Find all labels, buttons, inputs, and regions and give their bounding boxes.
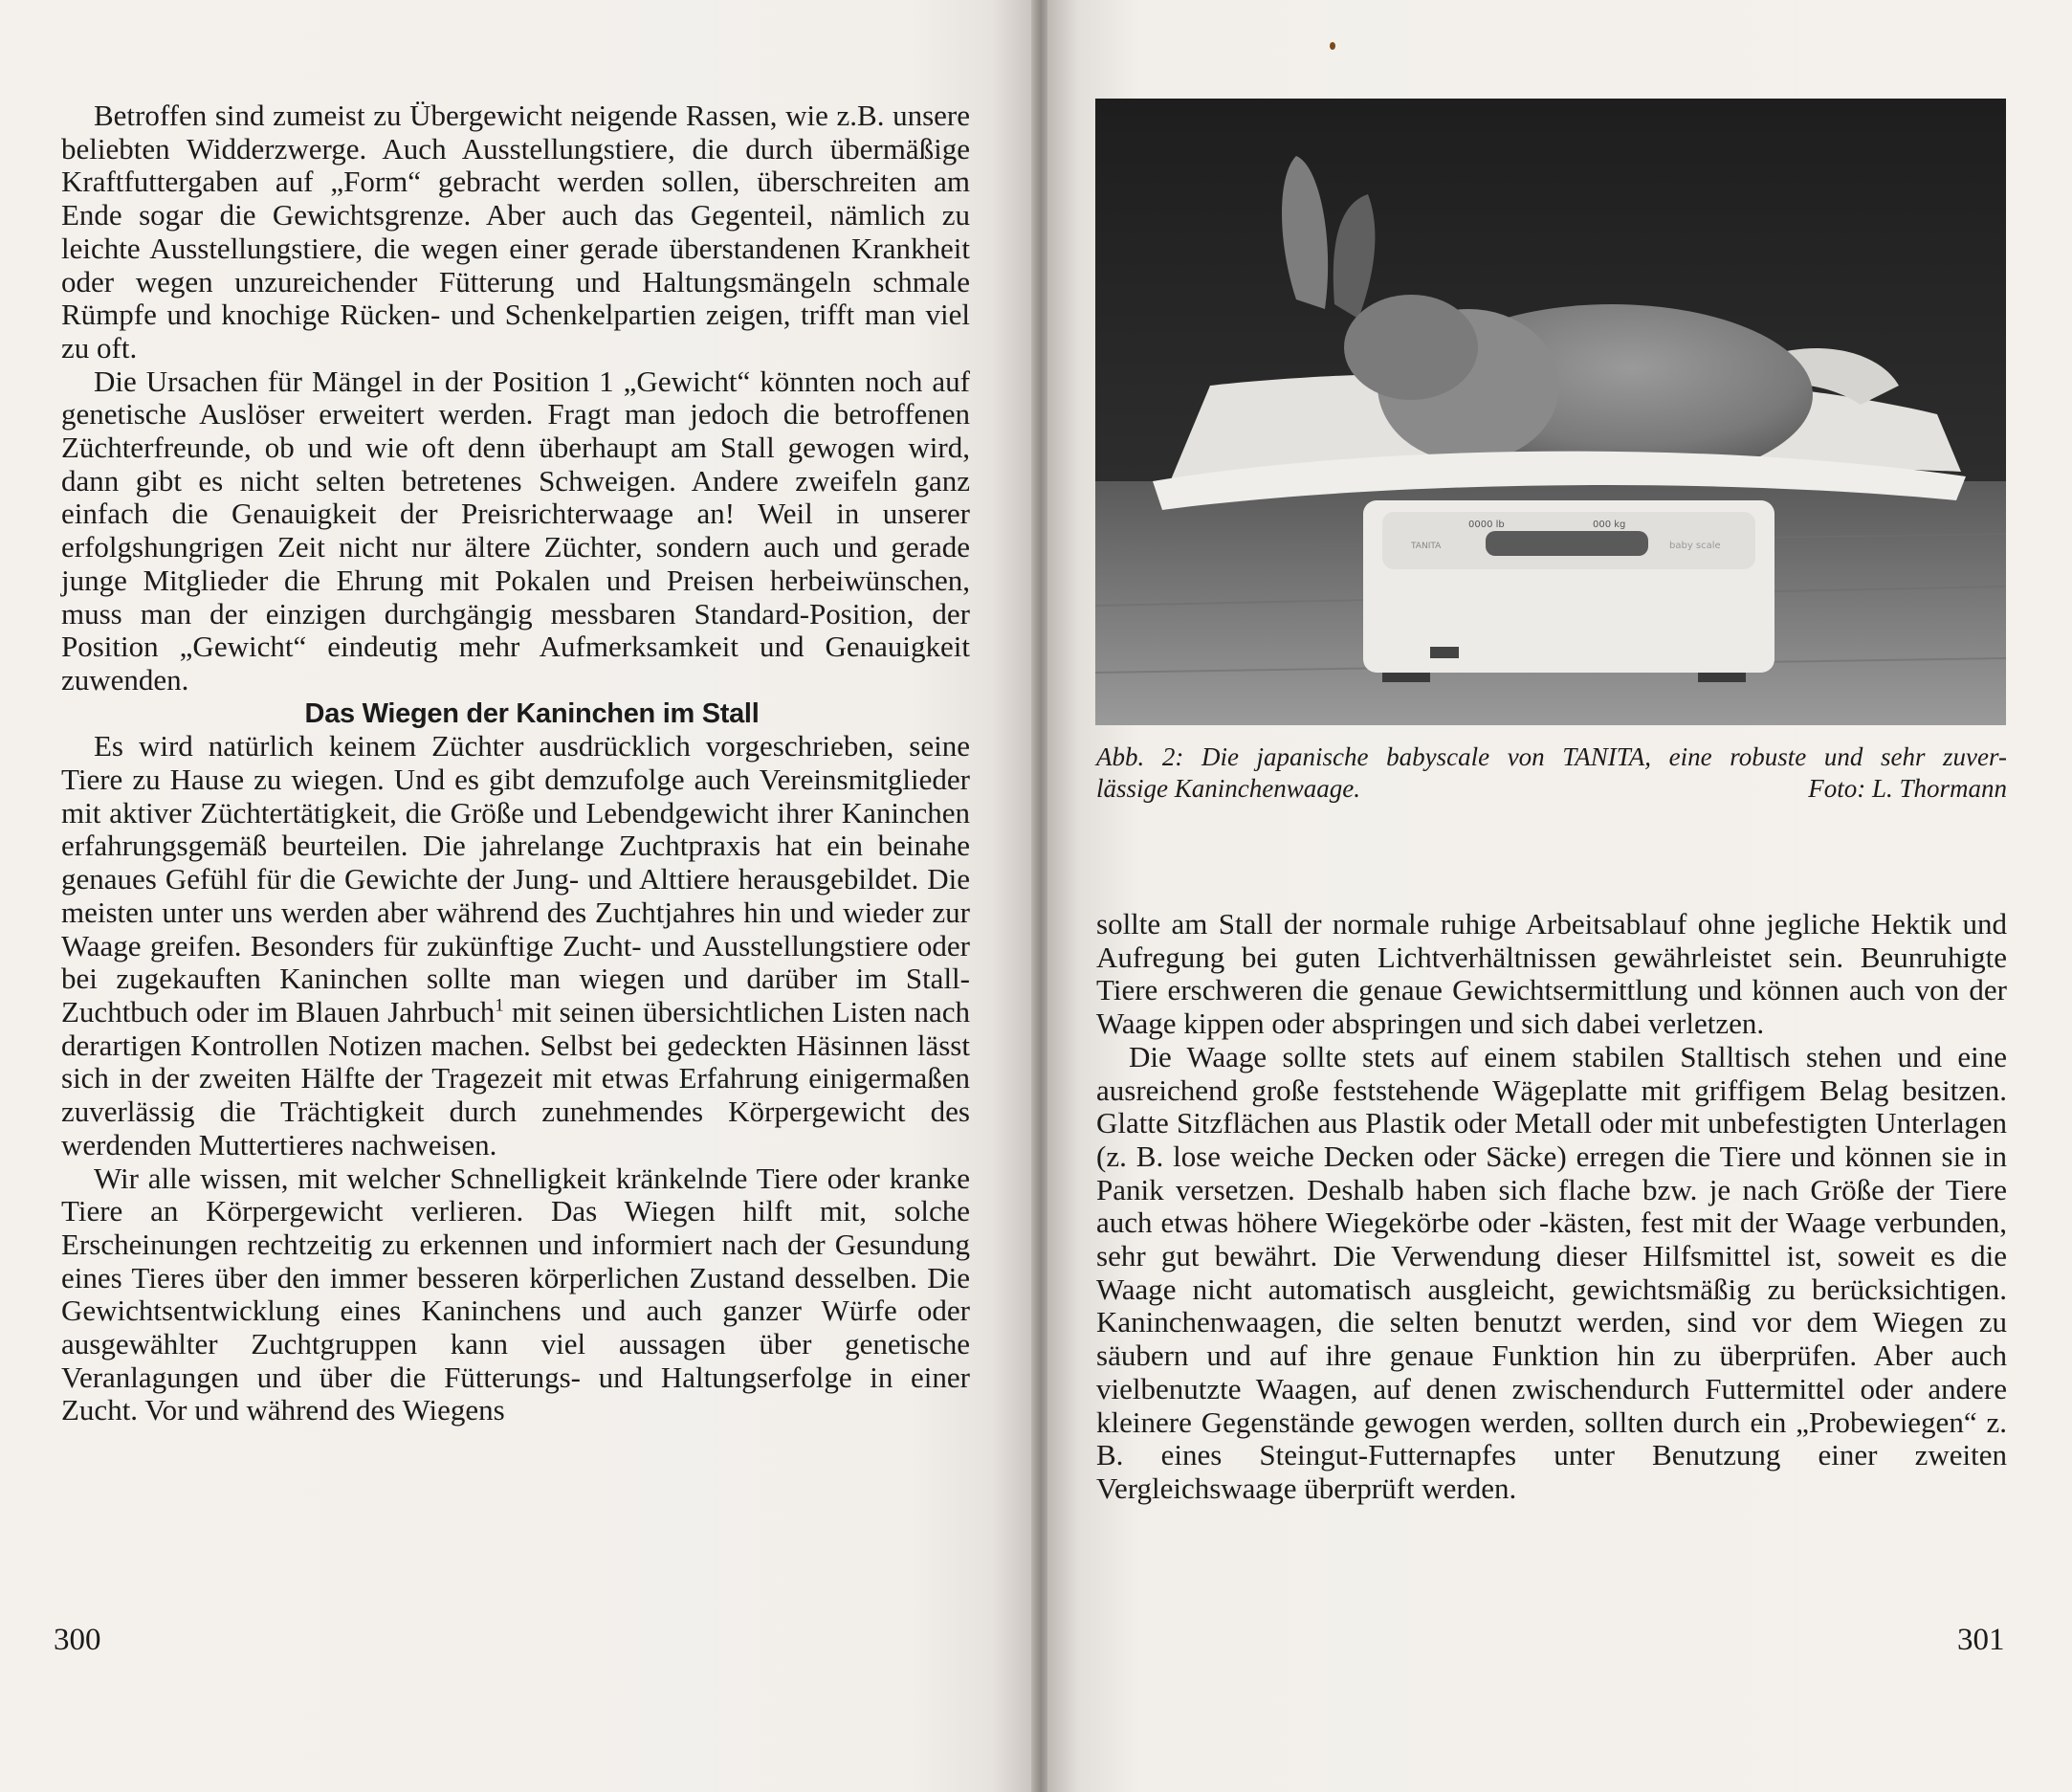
section-heading: Das Wiegen der Kaninchen im Stall [304,697,760,729]
page-number-right: 301 [1957,1623,2005,1657]
right-text-column [1096,908,2007,1506]
footnote-marker: 1 [495,995,504,1016]
paragraph: Betroffen sind zumeist zu Übergewicht neigende Rassen, wie z.B. unsere beliebten Widderzwerge. Auch Ausstellungstiere, die durch übermäßige Kraftfuttergaben auf „Form“ gebracht werden sollen, überschreiten am Ende sogar die Gewichtsgrenze. Aber auch das Gegenteil, nämlich zu leichte Ausstellungstiere, die wegen einer gerade überstandenen Krankheit oder wegen unzureichender Fütterung und Haltungsmängeln schmale Rümpfe und knochige Rücken- und Schenkelpartien zeigen, trifft man viel zu oft. [61,99,970,365]
paper-speck [1330,42,1335,50]
caption-text: lässige Kaninchenwaage. [1096,774,1360,803]
scale-display-label: 0000 lb [1468,520,1505,530]
rabbit-on-scale-photo [1095,99,2006,725]
page-number-left: 300 [54,1623,101,1657]
figure-caption [1096,741,2007,805]
paragraph: Die Waage sollte stets auf einem stabilen Stalltisch stehen und eine ausreichend große feststehende Wägeplatte mit griffigem Belag besitzen. Glatte Sitzflächen aus Plastik oder Metall oder mit unbefestigten Unterlagen (z. B. lose weiche Decken oder Säcke) erregen die Tiere und können sie in Panik versetzen. Deshalb haben sich flache bzw. je nach Größe der Tiere auch etwas höhere Wiegekörbe oder -kästen, fest mit der Waage verbunden, sehr gut bewährt. Die Verwendung dieser Hilfsmittel ist, soweit es die Waage nicht automatisch ausgleicht, gewichtsmäßig zu berücksichtigen. Kaninchenwaagen, die selten benutzt werden, sind vor dem Wiegen zu säubern und auf ihre genaue Funktion hin zu überprüfen. Aber auch vielbenutzte Waagen, auf denen zwischendurch Futtermittel oder andere kleinere Gegenstände gewogen werden, sollten durch ein „Probewiegen“ z. B. eines Steingut-Futternapfes unter Benutzung einer zweiten Vergleichswaage überprüft werden. [1096,1039,2007,1505]
paragraph [61,730,970,1161]
paragraph-text: Es wird natürlich keinem Züchter ausdrücklich vorgeschrieben, seine Tiere zu Hause zu wiegen. Und es gibt demzufolge auch Vereinsmitglieder mit aktiver Züchtertätigkeit, die Größe und Lebendgewicht ihrer Kaninchen erfahrungsgemäß beurteilen. Die jahrelange Zuchtpraxis hat ein beinahe genaues Gefühl für die Gewichte der Jung- und Alttiere herausgebildet. Die meisten unter uns werden aber während des Zuchtjahres hin und wieder zur Waage greifen. Besonders für zukünftige Zucht- und Ausstellungstiere oder bei zugekauften Kaninchen sollte man wiegen und darüber im Stall-Zuchtbuch oder im Blauen Jahrbuch [61,729,970,1029]
paragraph: Die Ursachen für Mängel in der Position 1 „Gewicht“ könnten noch auf genetische Auslöser erweitert werden. Fragt man jedoch die betroffenen Züchterfreunde, ob und wie oft denn überhaupt am Stall gewogen wird, dann gibt es nicht selten betretenes Schweigen. Andere zweifeln ganz einfach die Genauigkeit der Preisrichterwaage an! Weil in unserer erfolgshungrigen Zeit nicht nur ältere Züchter, sondern auch und gerade junge Mitglieder die Ehrung mit Pokalen und Preisen herbeiwünschen, muss man der einzigen durchgängig messbaren Standard-Position, der Position „Gewicht“ eindeutig mehr Aufmerksamkeit und Genauigkeit zuwenden. [61,364,970,697]
caption-line: Abb. 2: Die japanische babyscale von TANITA, eine robuste und sehr zuver- [1096,742,2007,771]
photo-credit: Foto: L. Thormann [1808,774,2007,803]
paragraph-text: mit seinen übersichtlichen Listen nach derartigen Kontrollen Notizen machen. Selbst bei gedeckten Häsinnen lässt sich in der zweiten Hälfte der Tragezeit mit etwas Erfahrung einigermaßen zuverlässig die Trächtigkeit durch zunehmendes Körpergewicht des werdenden Muttertieres nachweisen. [61,994,970,1161]
scale-display-label: 000 kg [1593,520,1626,530]
paragraph: Wir alle wissen, mit welcher Schnelligkeit kränkelnde Tiere oder kranke Tiere an Körpergewicht verlieren. Das Wiegen hilft mit, solche Erscheinungen rechtzeitig zu erkennen und informiert nach der Gesundung eines Tieres über den immer besseren körperlichen Zustand desselben. Die Gewichtsentwicklung eines Kaninchens und auch ganzer Würfe oder ausgewählter Zuchtgruppen kann viel aussagen über genetische Veranlagungen und über die Fütterungs- und Haltungserfolge in einer Zucht. Vor und während des Wiegens [61,1161,970,1427]
scale-model-label: baby scale [1669,541,1721,551]
left-text-column [61,100,970,1427]
left-page [0,0,1033,1792]
caption-line [1096,773,2007,805]
scale-brand-label: TANITA [1411,542,1442,551]
paragraph: sollte am Stall der normale ruhige Arbeitsablauf ohne jegliche Hektik und Aufregung bei guten Lichtverhältnissen gewährleistet sein. Beunruhigte Tiere erschweren die genaue Gewichtsermittlung und können auch von der Waage kippen oder abspringen und sich dabei verletzen. [1096,907,2007,1041]
